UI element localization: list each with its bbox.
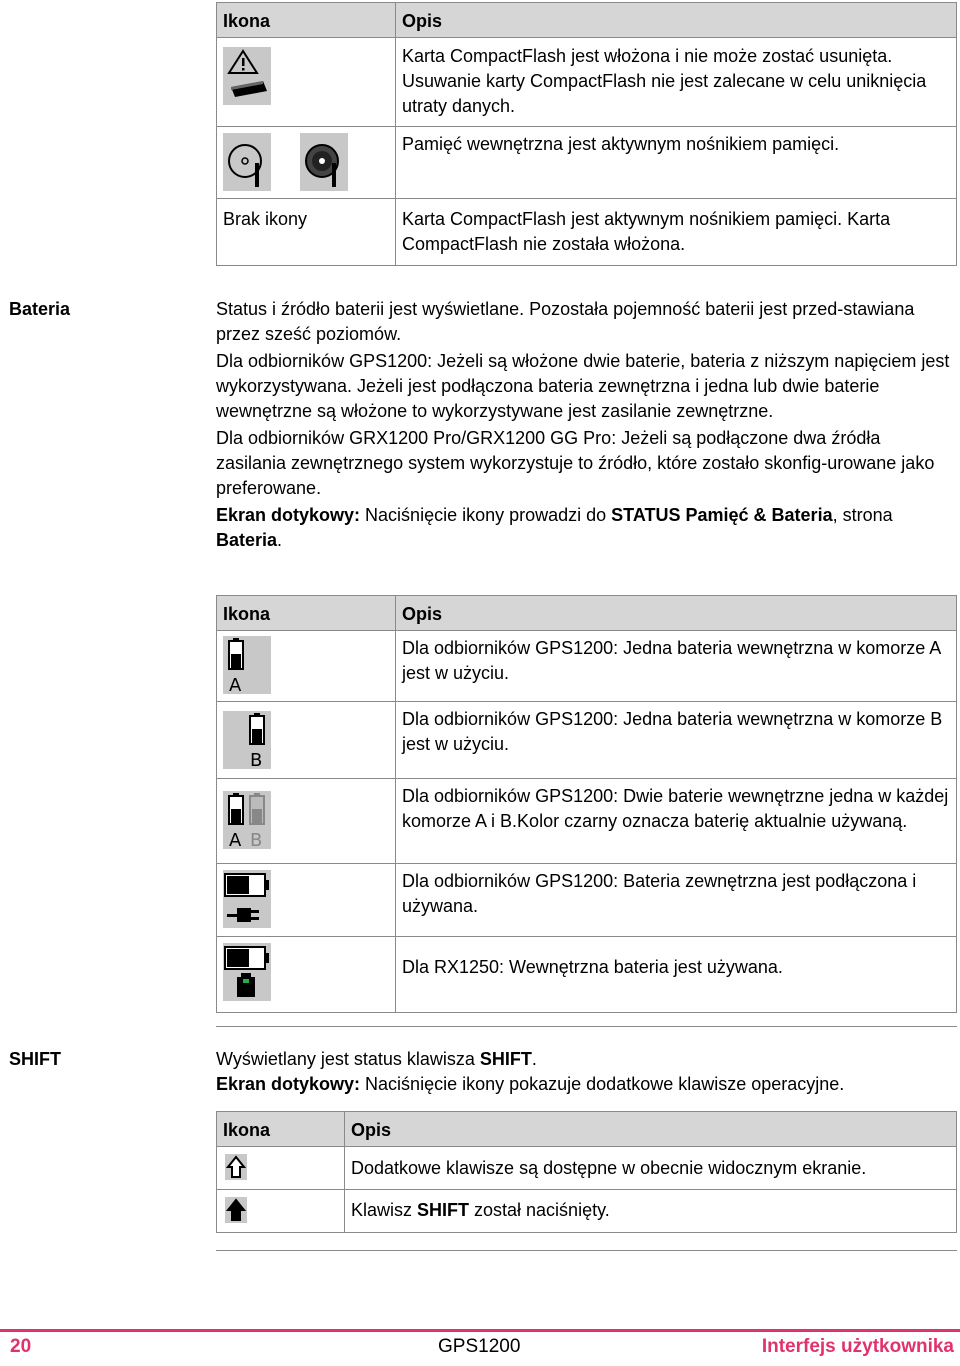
shift-table-header [217, 1112, 957, 1147]
status-link-label: STATUS Pamięć & Bateria [611, 505, 833, 525]
table-row [217, 702, 957, 779]
bateria-paragraph-2: Dla odbiorników GPS1200: Jeżeli są włożone dwie baterie, bateria z niższym napięciem jest wykorzystywana. Jeżeli jest podłączona bateria zewnętrzna i jedna lub dwie baterie wewnętrzne są włożone to wykorzystywane jest zasilanie zewnętrzne. [216, 351, 950, 421]
bateria-paragraph-1: Status i źródło baterii jest wyświetlane. Pozostała pojemność baterii jest przed-stawiana przez sześć poziomów. [216, 299, 915, 344]
section-label-shift: SHIFT [9, 1049, 61, 1069]
no-icon-label: Brak ikony [223, 209, 308, 229]
battery-table [216, 595, 957, 1013]
table-row [217, 631, 957, 702]
footer-section: Interfejs użytkownika [761, 1336, 954, 1357]
touch-screen-label: Ekran dotykowy: [216, 1074, 361, 1094]
page-name-label: Bateria [216, 530, 278, 550]
bateria-text [216, 297, 951, 553]
shift-text [216, 1047, 951, 1097]
table-row [217, 937, 957, 1013]
battery-rx1250-icon [223, 943, 271, 1001]
bateria-paragraph-4: Ekran dotykowy: Naciśnięcie ikony prowadzi do STATUS Pamięć & Bateria, strona Bateria. [216, 505, 893, 550]
row-desc: Dla odbiorników GPS1200: Dwie baterie wewnętrzne jedna w każdej komorze A i B.Kolor czarny oznacza baterię aktualnie używaną. [402, 786, 949, 831]
row-desc: Klawisz SHIFT został naciśnięty. [351, 1200, 610, 1220]
table-row [217, 38, 957, 127]
shift-paragraph-1: Wyświetlany jest status klawisza SHIFT. [216, 1049, 537, 1069]
table-row [217, 864, 957, 937]
table-row [217, 1147, 957, 1190]
battery-external-plug-icon [223, 870, 271, 928]
svg-text:B: B [250, 750, 263, 769]
disk-icon [223, 133, 271, 191]
table-row [217, 779, 957, 864]
disk-active-icon [300, 133, 348, 191]
shift-outline-arrow-icon [225, 1154, 247, 1180]
battery-ab-icon [223, 791, 271, 849]
header-icon-label: Ikona [223, 1120, 271, 1140]
table-row [217, 127, 957, 199]
row-desc: Dla odbiorników GPS1200: Bateria zewnętrzna jest podłączona i używana. [402, 871, 917, 916]
header-desc-label: Opis [402, 604, 443, 624]
header-icon-label: Ikona [223, 11, 271, 31]
shift-key-label: SHIFT [479, 1049, 532, 1069]
row-desc: Dla RX1250: Wewnętrzna bateria jest używana. [402, 957, 783, 977]
table-row [217, 199, 957, 266]
row-desc: Pamięć wewnętrzna jest aktywnym nośnikiem pamięci. [402, 134, 840, 154]
footer-rule [0, 1329, 960, 1332]
battery-b-icon [223, 711, 271, 769]
svg-text:A: A [229, 830, 242, 849]
footer-product: GPS1200 [438, 1336, 521, 1357]
svg-text:A: A [229, 675, 242, 694]
battery-table-header [217, 596, 957, 631]
svg-text:B: B [250, 830, 263, 849]
battery-a-icon [223, 636, 271, 694]
shift-paragraph-2: Ekran dotykowy: Naciśnięcie ikony pokazuje dodatkowe klawisze operacyjne. [216, 1074, 845, 1094]
shift-filled-arrow-icon [225, 1197, 247, 1223]
row-desc: Karta CompactFlash jest włożona i nie może zostać usunięta. Usuwanie karty CompactFlash nie jest zalecane w celu uniknięcia utraty danych. [402, 46, 927, 116]
section-label-bateria: Bateria [9, 299, 71, 319]
touch-screen-label: Ekran dotykowy: [216, 505, 361, 525]
bateria-paragraph-3: Dla odbiorników GRX1200 Pro/GRX1200 GG Pro: Jeżeli są podłączone dwa źródła zasilania zewnętrznego system wykorzystuje to źródło, które zostało skonfig-urowane jako preferowane. [216, 428, 935, 498]
header-desc-label: Opis [351, 1120, 392, 1140]
page-number: 20 [10, 1336, 32, 1357]
memory-table [216, 2, 957, 266]
row-desc: Dla odbiorników GPS1200: Jedna bateria wewnętrzna w komorze B jest w użyciu. [402, 709, 943, 754]
row-desc: Dodatkowe klawisze są dostępne w obecnie widocznym ekranie. [351, 1158, 867, 1178]
row-desc: Karta CompactFlash jest aktywnym nośnikiem pamięci. Karta CompactFlash nie została włożona. [402, 209, 891, 254]
cf-card-warning-icon [223, 47, 271, 105]
table-row [217, 1190, 957, 1233]
section-divider [216, 1250, 957, 1251]
shift-table [216, 1111, 957, 1233]
memory-table-header [217, 3, 957, 38]
header-icon-label: Ikona [223, 604, 271, 624]
header-desc-label: Opis [402, 11, 443, 31]
section-divider [216, 1026, 957, 1027]
row-desc: Dla odbiorników GPS1200: Jedna bateria wewnętrzna w komorze A jest w użyciu. [402, 638, 941, 683]
